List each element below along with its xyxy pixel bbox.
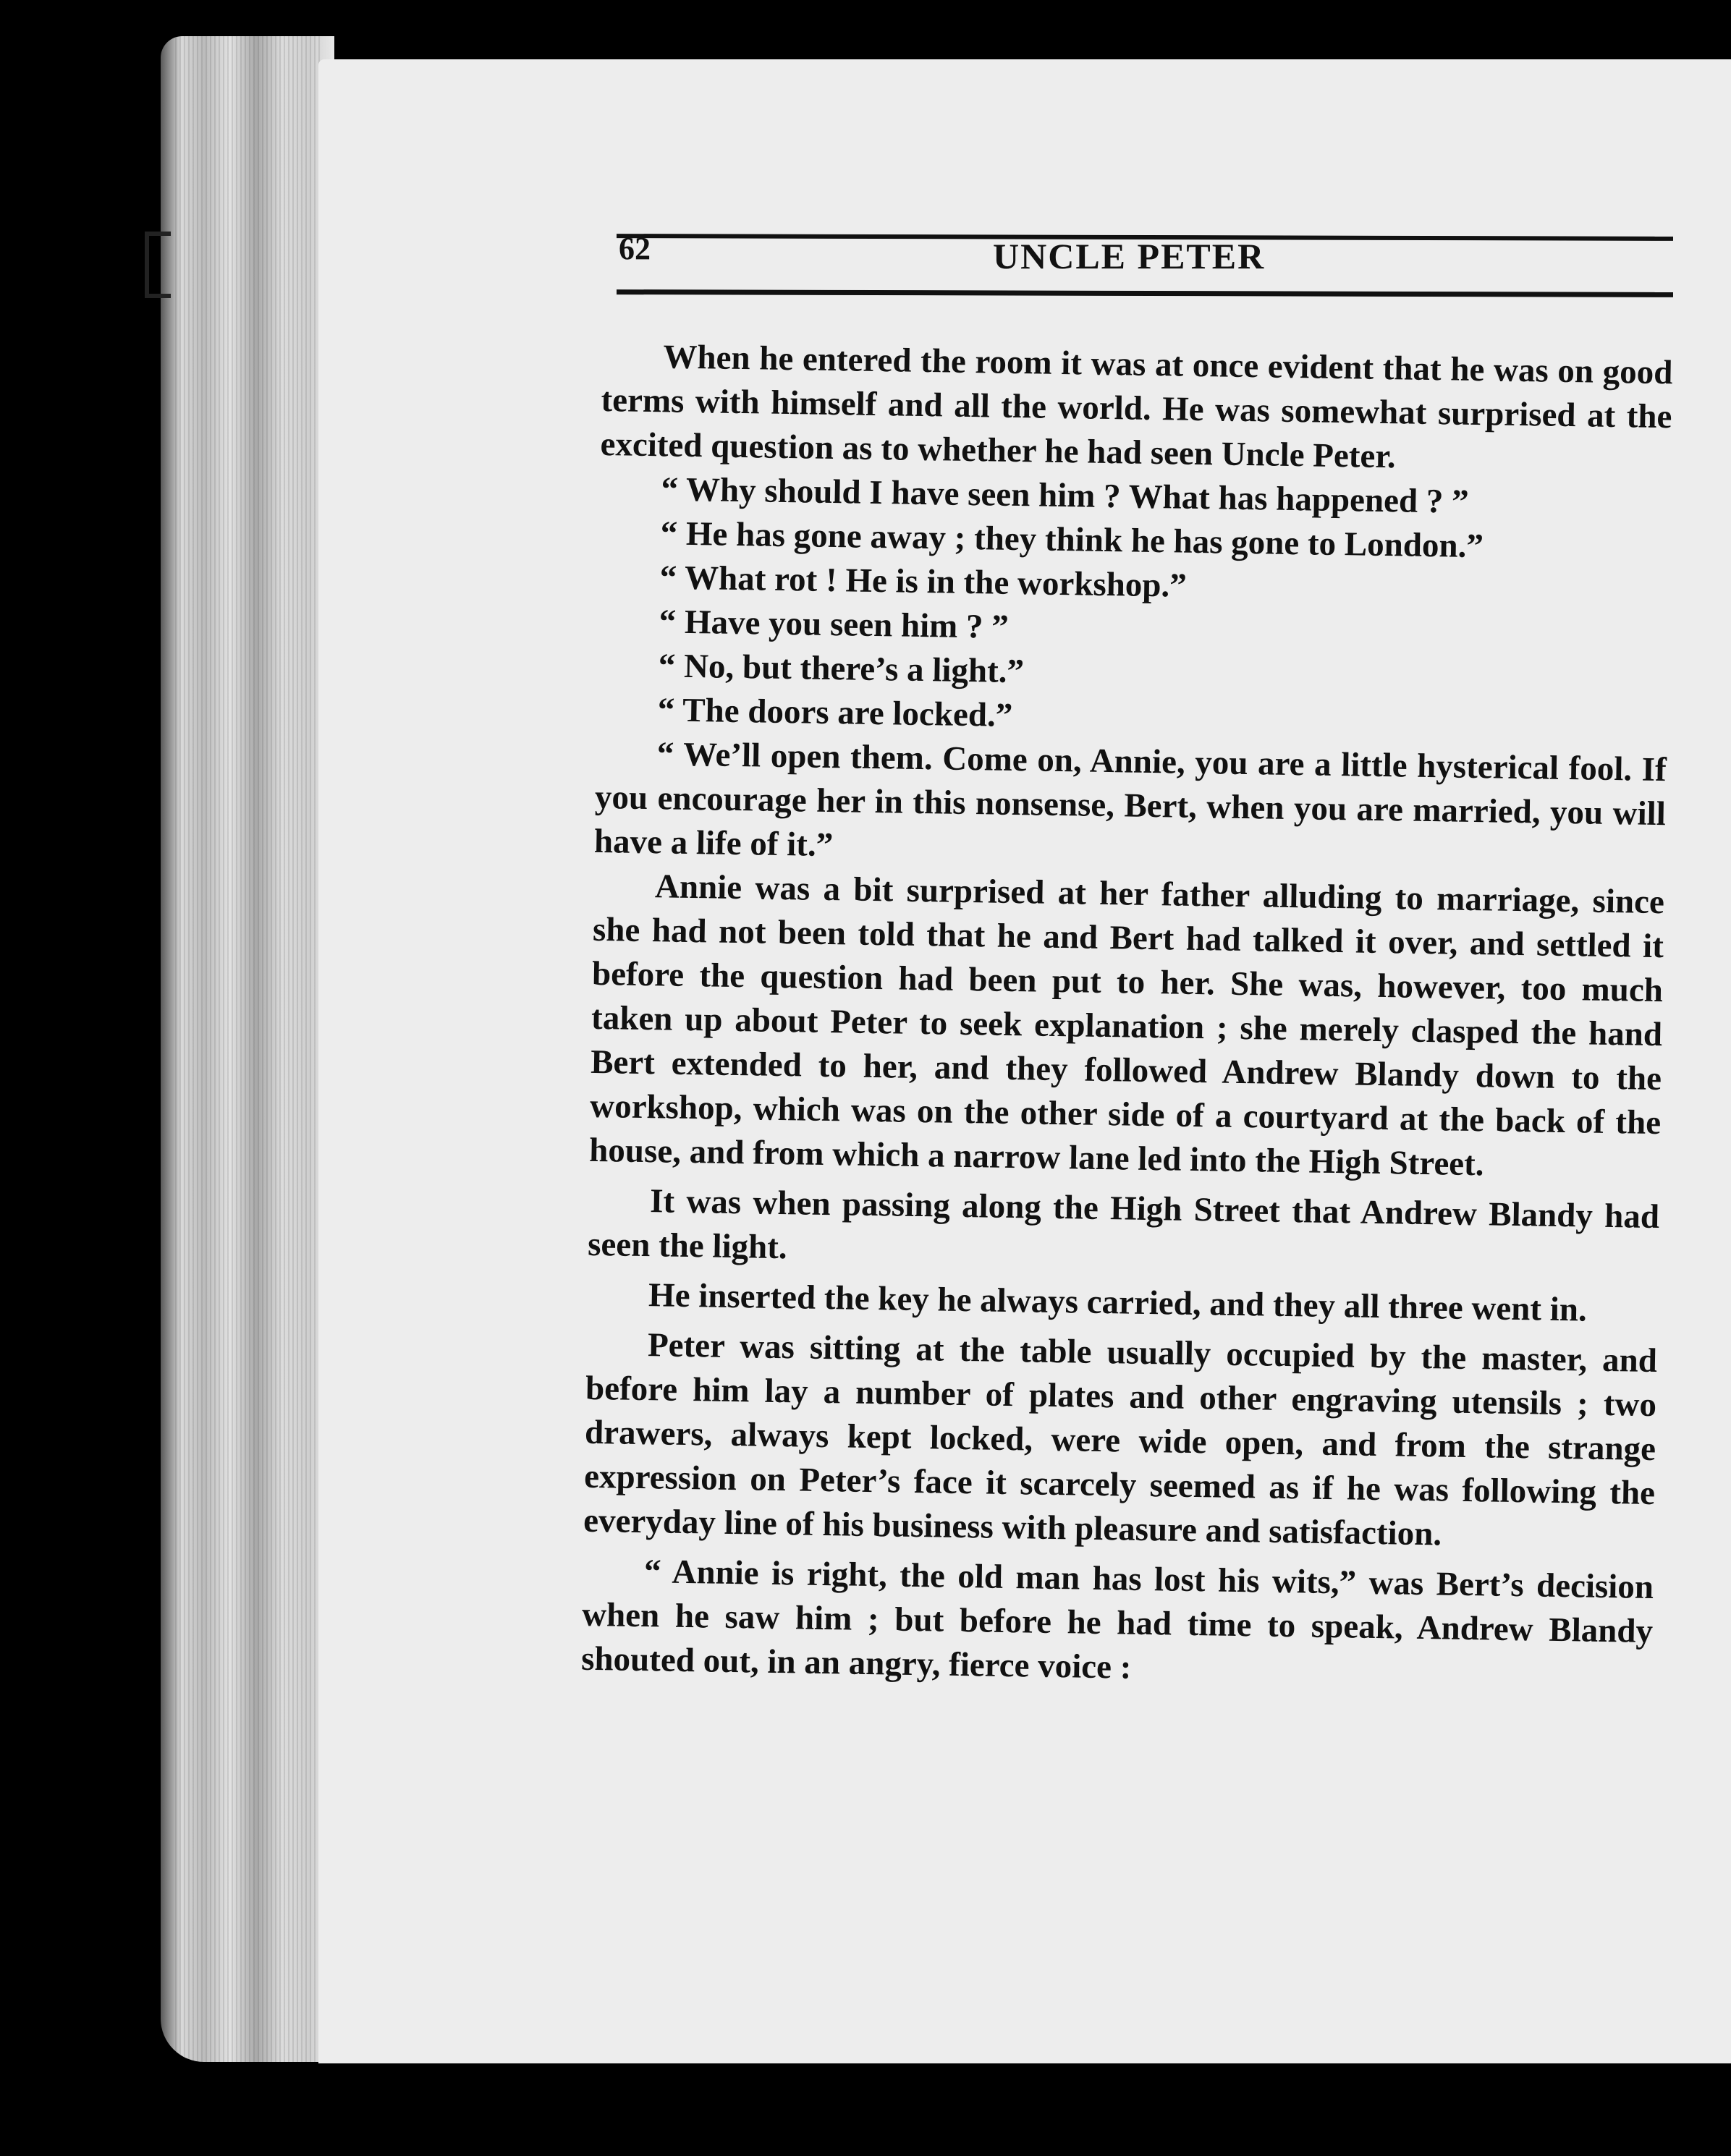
paragraph: “ No, but there’s a light.” [658,647,1025,691]
paragraph: “ What rot ! He is in the workshop.” [659,559,1188,605]
paragraph: “ Why should I have seen him ? What has happened ? ” [661,470,1470,521]
paragraph: Peter was sitting at the table usually occupied by the master, and before him lay a number of plates and other engraving utensils ; two drawers, always kept locked, were wide open, and from the strange expression on Peter’s face it scarcely seemed as if he was following the everyday line of his business with pleasure and satisfaction. [583,1326,1658,1553]
body-text [581,334,1673,1698]
paragraph: “ We’ll open them. Come on, Annie, you are a little hysterical fool. If you encourage her in this nonsense, Bert, when you are married, you will have a life of it.” [593,735,1667,865]
spine-mark [145,232,171,298]
paragraph: “ The doors are locked.” [657,691,1013,734]
paragraph: Annie was a bit surprised at her father alluding to marriage, since she had not been told that he and Bert had talked it over, and settled it before the question had been put to her. She was, however, too much taken up about Peter to seek explanation ; she merely clasped the hand Bert extended to her, and they followed Andrew Blandy down to the workshop, which was on the other side of a courtyard at the back of the house, and from which a narrow lane led into the High Street. [588,867,1665,1184]
paragraph: It was when passing along the High Street that Andrew Blandy had seen the light. [587,1182,1660,1267]
paragraph: When he entered the room it was at once evident that he was on good terms with himself and all the world. He was somewhat surprised at the excited question as to whether he had seen Uncle Peter. [600,338,1673,476]
page-number: 62 [619,231,651,266]
book-page-edges [161,36,334,2062]
scan-bottom-edge [0,2098,1731,2156]
paragraph: “ Have you seen him ? ” [659,603,1010,646]
paragraph: “ He has gone away ; they think he has gone to London.” [660,514,1484,566]
paragraph: “ Annie is right, the old man has lost his wits,” was Bert’s decision when he saw him ; but before he had time to speak, Andrew Blandy shouted out, in an angry, fierce voice : [580,1553,1654,1686]
paragraph: He inserted the key he always carried, and they all three went in. [648,1276,1588,1329]
running-head: UNCLE PETER [993,236,1266,276]
